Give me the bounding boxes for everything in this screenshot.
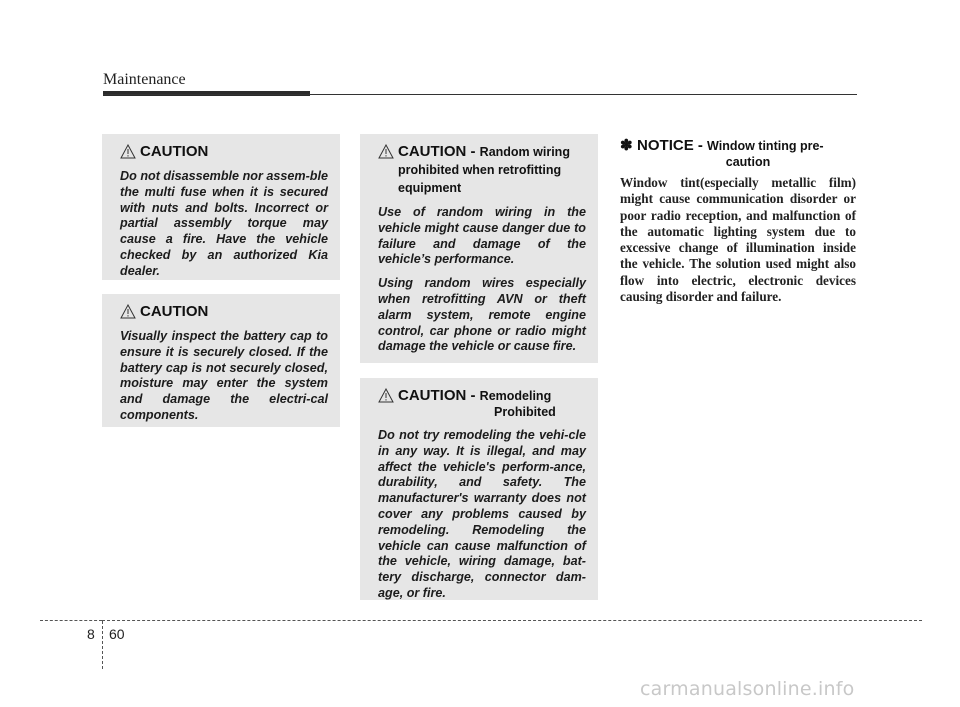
caution-header: [120, 303, 328, 321]
caution-text: Do not disassemble nor assem-ble the multi fuse when it is secured with nuts and bolts. Incorrect or partial assembly torque may cause a fire. Have the vehicle checked by an authorized Kia dealer.: [120, 169, 328, 278]
caution-box-battery-cap: [102, 294, 340, 427]
caution-title: CAUTION: [140, 143, 209, 160]
warning-triangle-icon: [120, 144, 136, 159]
notice-subtitle: Window tinting pre-: [707, 139, 824, 153]
warning-triangle-icon: [378, 144, 394, 159]
caution-text: Using random wires especially when retrofitting AVN or theft alarm system, remote engine control, car phone or radio might damage the vehicle or cause fire.: [378, 276, 586, 354]
footer-rule: [102, 620, 922, 621]
caution-subtitle-cont: Prohibited: [494, 405, 556, 419]
notice-window-tinting: [620, 136, 856, 319]
notice-subtitle-cont: caution: [725, 155, 771, 169]
watermark-text: carmanualsonline.info: [640, 678, 855, 700]
caution-text: Do not try remodeling the vehi-cle in any way. It is illegal, and may affect the vehicle's perform-ance, durability, and safety. The manufacturer's warranty does not cover any problems caused by remodeling. Remodeling the vehicle can cause malfunction of the vehicle, wiring damage, bat-tery discharge, connector dam-age, or fire.: [378, 428, 586, 600]
page-number: 60: [109, 626, 125, 642]
caution-title: CAUTION -: [398, 143, 480, 160]
caution-subtitle: Random wiring prohibited when retrofitting equipment: [398, 145, 570, 195]
caution-text: Use of random wiring in the vehicle might cause danger due to failure and damage of the vehicle’s performance.: [378, 205, 586, 267]
notice-label: NOTICE -: [637, 137, 708, 154]
notice-header: [620, 136, 856, 169]
header-rule: [103, 94, 857, 95]
footer-rule-left: [40, 620, 102, 621]
warning-triangle-icon: [120, 304, 136, 319]
caution-title: CAUTION -: [398, 387, 480, 404]
warning-triangle-icon: [378, 388, 394, 403]
notice-text: Window tint(especially metallic film) might cause communication disorder or poor radio reception, and malfunction of the automatic lighting system due to excessive change of illumination inside the vehicle. The solution used might also flow into electric, electronic devices causing disorder and failure.: [620, 175, 856, 305]
caution-box-remodeling: [360, 378, 598, 600]
caution-subtitle: Remodeling: [479, 389, 552, 403]
caution-box-random-wiring: [360, 134, 598, 363]
caution-header: [120, 143, 328, 161]
chapter-number: 8: [87, 626, 95, 642]
caution-header: [378, 143, 586, 197]
caution-text: Visually inspect the battery cap to ensure it is securely closed. If the battery cap is not securely closed, moisture may enter the system and damage the electri-cal components.: [120, 329, 328, 422]
caution-header: [378, 387, 586, 420]
section-title: Maintenance: [103, 71, 186, 88]
notice-symbol-icon: ✽: [620, 137, 633, 154]
caution-box-multi-fuse: [102, 134, 340, 280]
footer-divider: [102, 621, 103, 669]
caution-title: CAUTION: [140, 303, 209, 320]
